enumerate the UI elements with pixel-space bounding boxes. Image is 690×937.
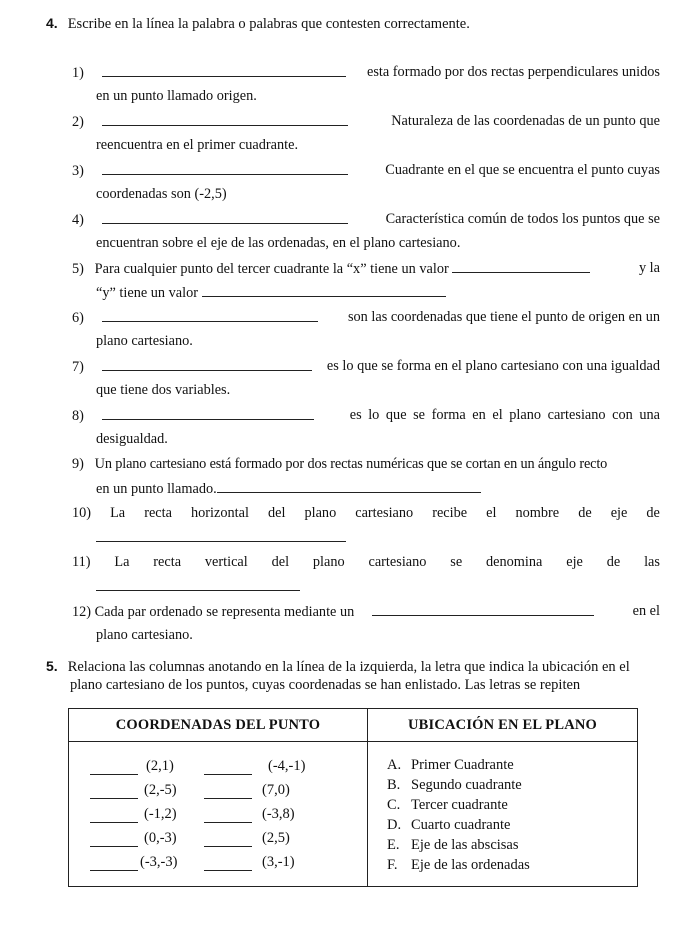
list-item: B. Segundo cuadrante [387, 777, 522, 793]
item-word: eje [566, 554, 583, 570]
coordinate-row [70, 781, 366, 803]
answer-blank[interactable] [96, 576, 300, 591]
list-item: E. Eje de las abscisas [387, 837, 519, 853]
item-word: horizontal [190, 505, 249, 521]
answer-blank[interactable] [90, 784, 138, 799]
item-number: 11) [72, 554, 91, 570]
answer-blank[interactable] [102, 405, 314, 420]
answer-blank[interactable] [204, 760, 252, 775]
item-word: del [267, 505, 286, 521]
list-item [72, 209, 660, 258]
item-number: 7) [72, 359, 84, 375]
item-word: La [114, 554, 130, 570]
answer-blank[interactable] [90, 832, 138, 847]
answer-blank[interactable] [96, 527, 346, 542]
fill-in-list [72, 62, 660, 650]
location-options-list [369, 743, 636, 875]
item-word: las [644, 554, 660, 570]
item-word: cartesiano [368, 554, 427, 570]
question-5-heading [46, 657, 666, 694]
list-item [72, 601, 660, 650]
list-item [72, 111, 660, 160]
question-5-line-1: Relaciona las columnas anotando en la línea de la izquierda, la letra que indica la ubicación en el [67, 659, 630, 675]
item-text: Naturaleza de las coordenadas de un punto que [391, 113, 660, 129]
answer-blank[interactable] [90, 760, 138, 775]
coordinates-column-header: COORDENADAS DEL PUNTO [69, 709, 368, 742]
item-text: Para cualquier punto del tercer cuadrante la “x” tiene un valor [94, 261, 449, 277]
answer-blank[interactable] [102, 62, 346, 77]
item-text-continued: coordenadas son (-2,5) [96, 186, 227, 202]
item-text-continued: plano cartesiano. [96, 333, 193, 349]
item-word: de [646, 505, 660, 521]
list-item [72, 356, 660, 405]
item-word: del [271, 554, 290, 570]
coordinate-value: (2,1) [146, 758, 174, 774]
item-number: 3) [72, 163, 84, 179]
answer-blank[interactable] [204, 808, 252, 823]
list-item: A. Primer Cuadrante [387, 757, 514, 773]
item-word: el [486, 505, 497, 521]
list-item [72, 258, 660, 307]
answer-blank[interactable] [204, 784, 252, 799]
item-word: vertical [204, 554, 248, 570]
coordinate-row [70, 805, 366, 827]
list-item [72, 552, 660, 601]
item-word: eje [610, 505, 628, 521]
question-5-line-2: plano cartesiano de los puntos, cuyas coordenadas se han enlistado. Las letras se repiten [70, 677, 581, 693]
item-text: es lo que se forma en el plano cartesiano con una [349, 407, 660, 423]
answer-blank[interactable] [204, 856, 252, 871]
item-number: 8) [72, 408, 84, 424]
item-text: es lo que se forma en el plano cartesiano con una igualdad [326, 358, 660, 374]
item-text-end: en el [632, 603, 660, 619]
item-number: 12) [72, 604, 92, 620]
coordinates-list [70, 743, 366, 885]
item-word: recta [144, 505, 172, 521]
answer-blank[interactable] [217, 478, 481, 493]
coordinate-value: (-1,2) [144, 806, 177, 822]
list-item [72, 307, 660, 356]
item-word: recta [153, 554, 182, 570]
item-number: 6) [72, 310, 84, 326]
item-text-continued: plano cartesiano. [96, 627, 193, 643]
item-text: Característica común de todos los puntos que se [385, 211, 660, 227]
question-4-heading [46, 14, 470, 33]
answer-blank[interactable] [204, 832, 252, 847]
coordinate-value: (3,-1) [262, 854, 295, 870]
coordinate-value: (7,0) [262, 782, 290, 798]
item-word: La [110, 505, 126, 521]
answer-blank[interactable] [102, 307, 318, 322]
item-word: nombre [515, 505, 560, 521]
answer-blank[interactable] [102, 356, 312, 371]
list-item [72, 454, 660, 503]
answer-blank[interactable] [372, 601, 594, 616]
list-item [72, 160, 660, 209]
answer-blank[interactable] [90, 808, 138, 823]
item-text-continued: desigualdad. [96, 431, 168, 447]
coordinate-value: (2,-5) [144, 782, 177, 798]
item-number: 1) [72, 65, 84, 81]
answer-blank[interactable] [102, 111, 348, 126]
item-word: de [606, 554, 621, 570]
item-text-continued: que tiene dos variables. [96, 382, 231, 398]
item-word: plano [304, 505, 337, 521]
coordinate-row [70, 853, 366, 875]
list-item [72, 405, 660, 454]
item-word: plano [312, 554, 345, 570]
list-item: D. Cuarto cuadrante [387, 817, 511, 833]
coordinate-value: (-3,-3) [140, 854, 178, 870]
answer-blank[interactable] [102, 160, 348, 175]
item-number: 9) [72, 456, 84, 472]
item-word: recibe [432, 505, 468, 521]
answer-blank[interactable] [202, 282, 446, 297]
item-text: esta formado por dos rectas perpendiculares unidos [367, 64, 660, 80]
list-item [72, 503, 660, 552]
item-text-continued: encuentran sobre el eje de las ordenadas, en el plano cartesiano. [96, 235, 461, 251]
answer-blank[interactable] [102, 209, 348, 224]
item-number: 2) [72, 114, 84, 130]
item-text: son las coordenadas que tiene el punto de origen en un [347, 309, 660, 325]
coordinate-row [70, 757, 366, 779]
item-text: Cada par ordenado se representa mediante un [94, 604, 355, 620]
item-text-end: y la [638, 260, 660, 276]
item-number: 10) [72, 505, 92, 521]
question-4-title: Escribe en la línea la palabra o palabras que contesten correctamente. [67, 16, 470, 32]
item-text: Cuadrante en el que se encuentra el punto cuyas [385, 162, 660, 178]
item-word: se [450, 554, 463, 570]
item-word: cartesiano [355, 505, 414, 521]
question-5-number: 5. [46, 658, 58, 674]
item-number: 5) [72, 261, 84, 277]
item-text-continued: en un punto llamado. [96, 481, 217, 497]
matching-table [68, 708, 638, 887]
list-item: C. Tercer cuadrante [387, 797, 508, 813]
coordinate-value: (2,5) [262, 830, 290, 846]
item-text-continued: reencuentra en el primer cuadrante. [96, 137, 299, 153]
item-text: Un plano cartesiano está formado por dos rectas numéricas que se cortan en un ángulo recto [94, 456, 608, 472]
item-number: 4) [72, 212, 84, 228]
coordinate-value: (0,-3) [144, 830, 177, 846]
coordinate-value: (-4,-1) [268, 758, 306, 774]
question-4-number: 4. [46, 15, 58, 31]
list-item [72, 62, 660, 111]
list-item: F. Eje de las ordenadas [387, 857, 530, 873]
answer-blank[interactable] [90, 856, 138, 871]
item-text-continued: “y” tiene un valor [96, 285, 199, 301]
coordinate-row [70, 829, 366, 851]
answer-blank[interactable] [452, 258, 590, 273]
item-word: de [578, 505, 592, 521]
coordinate-value: (-3,8) [262, 806, 295, 822]
location-column-header: UBICACIÓN EN EL PLANO [368, 709, 638, 742]
item-word: denomina [486, 554, 543, 570]
item-text-continued: en un punto llamado origen. [96, 88, 257, 104]
